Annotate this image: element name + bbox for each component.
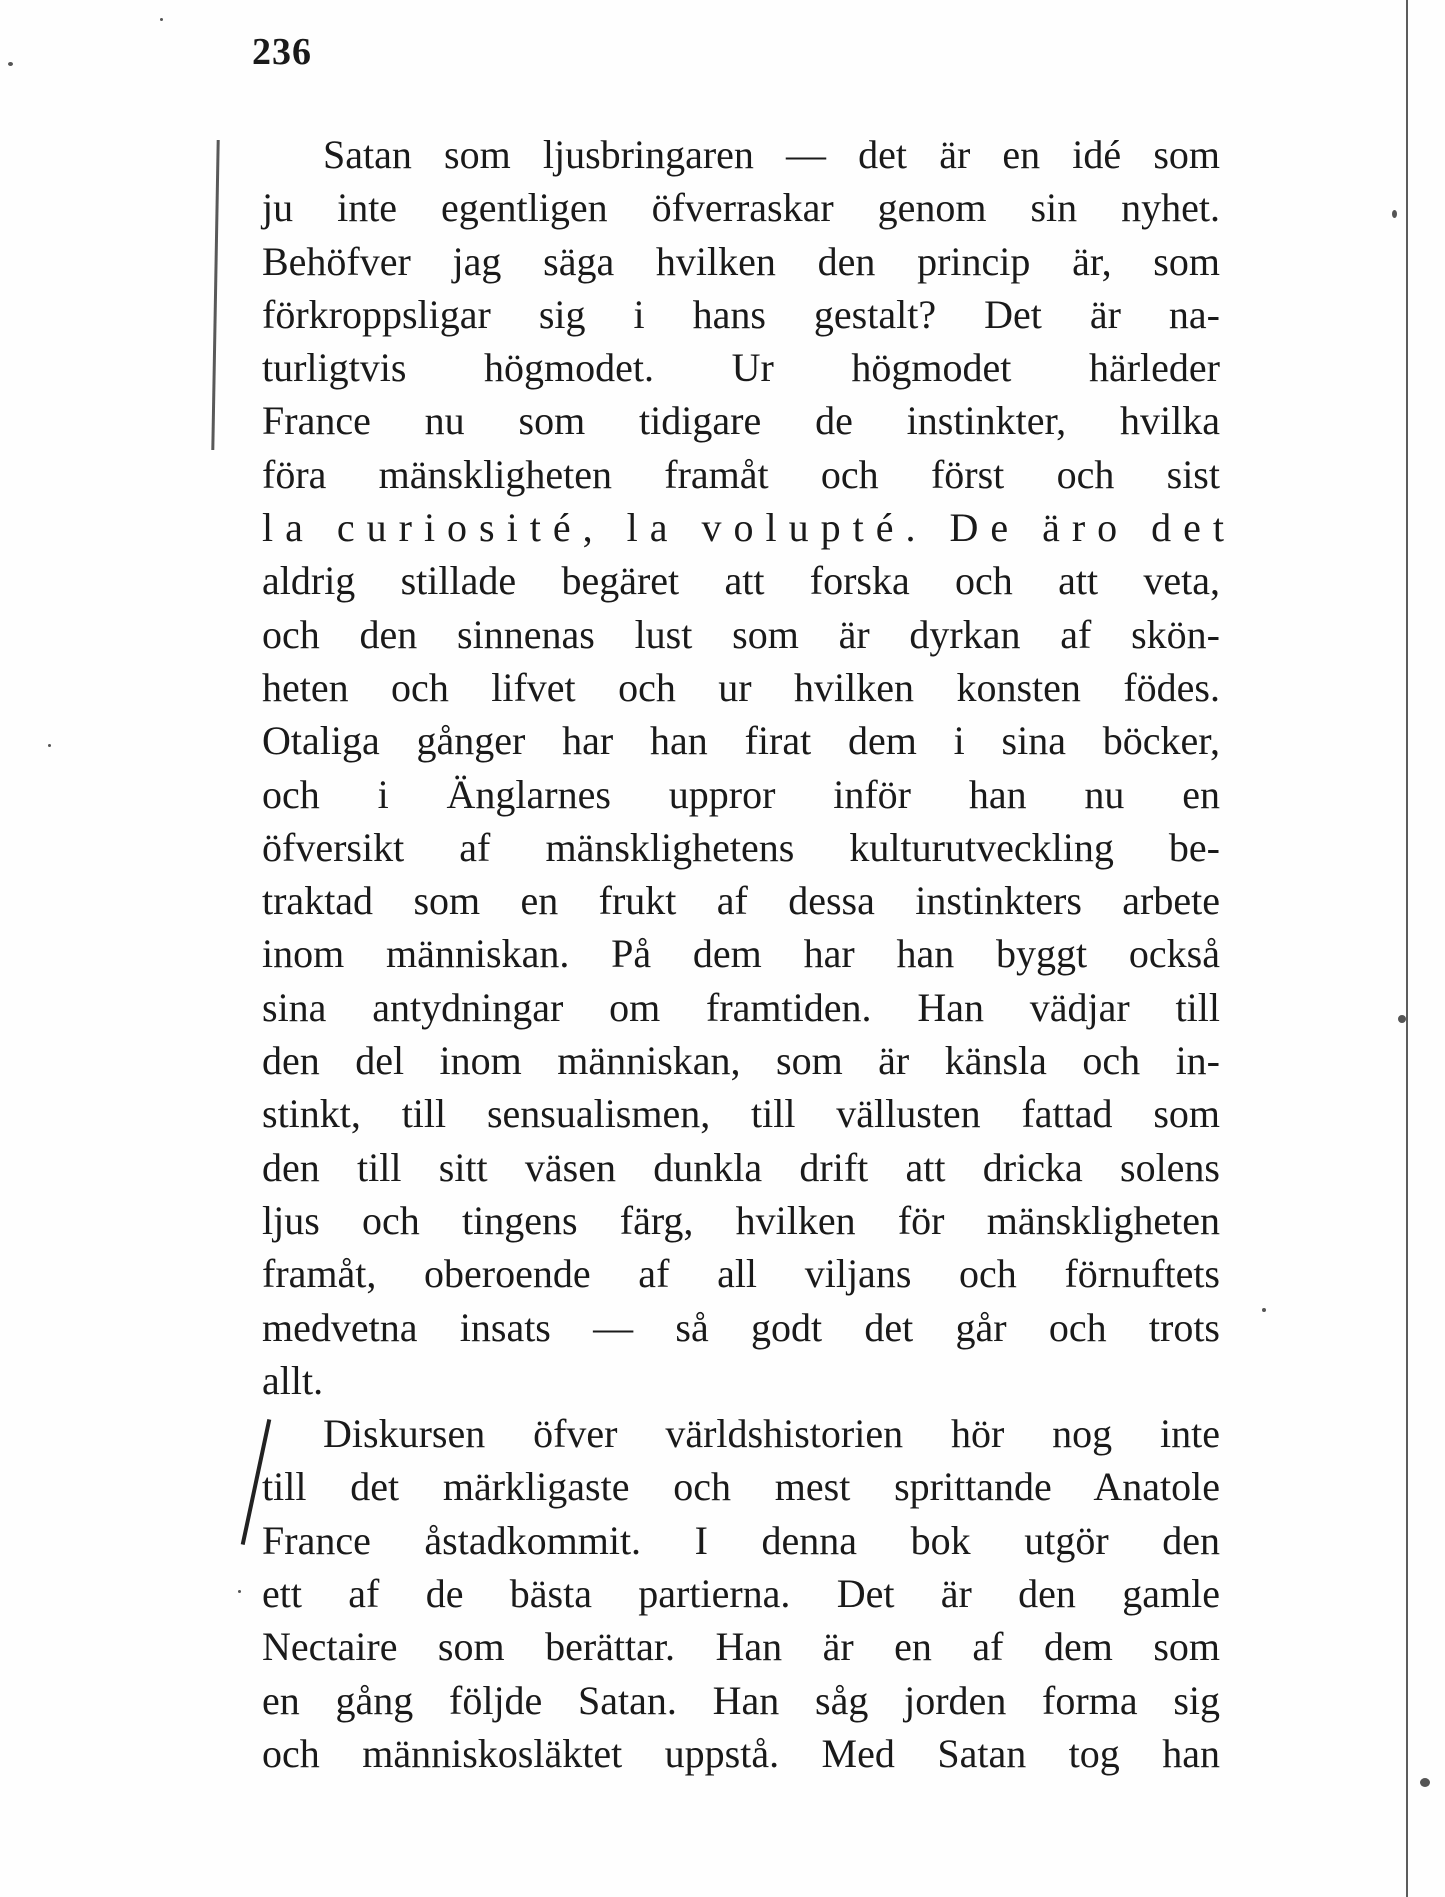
text-line: allt. xyxy=(262,1357,324,1403)
scan-speck xyxy=(8,62,13,66)
text-line: ju inte egentligen öfverraskar genom sin nyhet. xyxy=(262,185,1220,231)
text-line: den till sitt väsen dunkla drift att dricka solens xyxy=(262,1144,1220,1190)
text-line: turligtvis högmodet. Ur högmodet härleder xyxy=(262,345,1220,391)
scan-speck xyxy=(1262,1308,1266,1312)
text-line: Nectaire som berättar. Han är en af dem som xyxy=(262,1624,1220,1670)
body-text xyxy=(262,128,1237,1780)
text-line: traktad som en frukt af dessa instinkters arbete xyxy=(262,878,1220,924)
text-line: och den sinnenas lust som är dyrkan af skön- xyxy=(262,611,1220,657)
text-line: till det märkligaste och mest sprittande Anatole xyxy=(262,1464,1220,1510)
scan-speck xyxy=(1420,1778,1430,1787)
text-line: Diskursen öfver världshistorien hör nog inte xyxy=(323,1411,1220,1457)
text-line: öfversikt af mänsklighetens kulturutveckling be- xyxy=(262,824,1220,870)
text-line: stinkt, till sensualismen, till vällusten fattad som xyxy=(262,1091,1220,1137)
text-line-spaced: la curiosité, la volupté. De äro det xyxy=(262,505,1237,551)
text-line: den del inom människan, som är känsla och in- xyxy=(262,1038,1220,1084)
page-number: 236 xyxy=(252,31,312,73)
text-line: medvetna insats — så godt det går och trots xyxy=(262,1304,1220,1350)
text-line: framåt, oberoende af all viljans och förnuftets xyxy=(262,1251,1220,1297)
scan-speck xyxy=(1392,210,1397,218)
text-line: Behöfver jag säga hvilken den princip är, som xyxy=(262,238,1220,284)
page-edge-line xyxy=(1406,0,1408,1897)
text-line: Otaliga gånger har han firat dem i sina böcker, xyxy=(262,718,1220,764)
text-line: och människosläktet uppstå. Med Satan tog han xyxy=(262,1730,1220,1776)
text-line: Satan som ljusbringaren — det är en idé som xyxy=(323,132,1220,177)
text-line: föra mänskligheten framåt och först och sist xyxy=(262,451,1220,497)
scan-speck xyxy=(160,18,163,21)
margin-mark-left-upper xyxy=(211,140,219,450)
text-line: förkroppsligar sig i hans gestalt? Det är na- xyxy=(262,291,1220,337)
scan-speck xyxy=(1398,1015,1406,1023)
text-line: heten och lifvet och ur hvilken konsten födes. xyxy=(262,664,1220,710)
text-line: ett af de bästa partierna. Det är den gamle xyxy=(262,1571,1220,1617)
text-line: en gång följde Satan. Han såg jorden forma sig xyxy=(262,1677,1220,1723)
text-line: sina antydningar om framtiden. Han vädjar till xyxy=(262,984,1220,1030)
text-line: ljus och tingens färg, hvilken för mänskligheten xyxy=(262,1197,1220,1243)
text-line: inom människan. På dem har han byggt också xyxy=(262,931,1220,977)
text-line: France åstadkommit. I denna bok utgör den xyxy=(262,1517,1220,1563)
text-line: France nu som tidigare de instinkter, hvilka xyxy=(262,398,1220,444)
text-line: aldrig stillade begäret att forska och att veta, xyxy=(262,558,1220,604)
scan-speck xyxy=(48,744,51,747)
scan-speck xyxy=(238,1590,241,1593)
text-line: och i Änglarnes uppror inför han nu en xyxy=(262,771,1220,817)
